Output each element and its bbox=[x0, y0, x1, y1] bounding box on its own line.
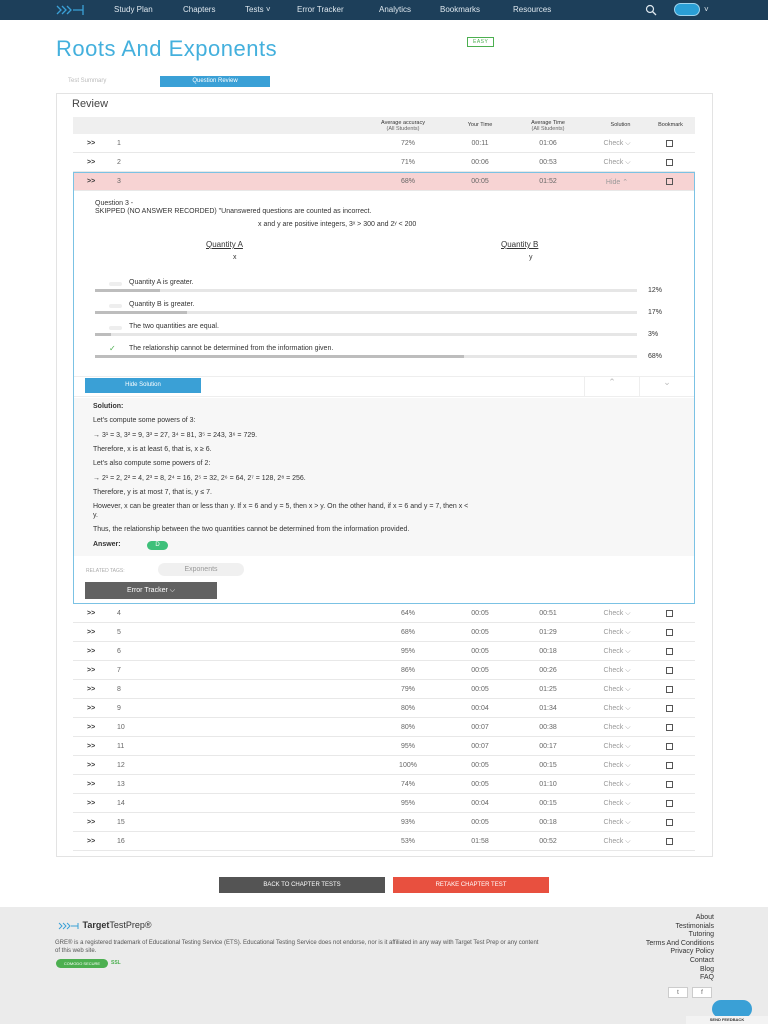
solution-toggle[interactable]: Check ⌵ bbox=[603, 743, 631, 750]
option-percent: 12% bbox=[648, 287, 663, 294]
solution-toggle[interactable]: Check ⌵ bbox=[603, 140, 631, 147]
bookmark-box bbox=[666, 610, 673, 617]
your-time: 00:05 bbox=[471, 648, 489, 655]
row-expand-icon[interactable]: >> bbox=[87, 762, 96, 769]
footer-link[interactable]: Terms And Conditions bbox=[645, 939, 714, 947]
table-row[interactable] bbox=[73, 623, 695, 642]
page-title: Roots And Exponents bbox=[56, 36, 278, 61]
bookmark-box bbox=[666, 140, 673, 147]
nav-study-plan[interactable]: Study Plan bbox=[114, 5, 153, 14]
question-number: 12 bbox=[117, 762, 125, 769]
your-time: 00:05 bbox=[471, 686, 489, 693]
option-bar-fill bbox=[95, 355, 464, 358]
back-to-chapter-tests-button[interactable]: BACK TO CHAPTER TESTS bbox=[219, 877, 385, 893]
footer-logo[interactable] bbox=[58, 920, 152, 930]
row-expand-icon[interactable]: >> bbox=[87, 686, 96, 693]
average-accuracy: 86% bbox=[400, 667, 415, 674]
th-average-time: Average Time (All Students) bbox=[531, 120, 565, 132]
th-bookmark: Bookmark bbox=[658, 122, 683, 128]
twitter-icon[interactable]: t bbox=[668, 987, 688, 998]
footer-logo-rest: TestPrep® bbox=[109, 920, 152, 930]
solution-toggle[interactable]: Check ⌵ bbox=[603, 762, 631, 769]
your-time: 00:05 bbox=[471, 762, 489, 769]
solution-toggle[interactable]: Check ⌵ bbox=[603, 724, 631, 731]
top-nav bbox=[0, 0, 768, 20]
option-percent: 68% bbox=[648, 353, 663, 360]
bookmark-icon[interactable] bbox=[662, 610, 676, 619]
solution-line: However, x can be greater than or less than y. If x = 6 and y = 5, then x > y. On the other hand, if x = 6 and y = 7, then x < bbox=[93, 503, 469, 510]
question-number: 16 bbox=[117, 838, 125, 845]
average-time: 00:15 bbox=[539, 800, 557, 807]
average-time: 01:52 bbox=[539, 178, 557, 185]
your-time: 00:11 bbox=[471, 140, 489, 147]
tag-exponents[interactable]: Exponents bbox=[158, 563, 244, 576]
solution-heading: Solution: bbox=[93, 403, 124, 410]
question-number: 15 bbox=[117, 819, 125, 826]
bookmark-box bbox=[666, 743, 673, 750]
option-percent: 3% bbox=[648, 331, 659, 338]
footer-logo-bold: Target bbox=[82, 920, 110, 930]
checkmark-icon: ✓ bbox=[109, 344, 116, 353]
your-time: 00:05 bbox=[471, 667, 489, 674]
average-accuracy: 53% bbox=[400, 838, 415, 845]
bookmark-box bbox=[666, 800, 673, 807]
table-row[interactable] bbox=[73, 642, 695, 661]
solution-toggle[interactable]: Check ⌵ bbox=[603, 629, 631, 636]
social-links bbox=[668, 987, 712, 998]
nav-error-tracker[interactable]: Error Tracker bbox=[297, 5, 344, 14]
quantity-b-value: y bbox=[529, 254, 533, 261]
bookmark-icon[interactable] bbox=[662, 648, 676, 657]
row-expand-icon[interactable]: >> bbox=[87, 178, 96, 185]
bookmark-icon[interactable] bbox=[662, 743, 676, 752]
your-time: 00:04 bbox=[471, 800, 489, 807]
average-time: 00:18 bbox=[539, 648, 557, 655]
average-time: 01:10 bbox=[539, 781, 557, 788]
row-expand-icon[interactable]: >> bbox=[87, 667, 96, 674]
option-bar-fill bbox=[95, 289, 160, 292]
search-icon[interactable] bbox=[645, 4, 657, 16]
difficulty-badge: EASY bbox=[467, 37, 494, 47]
average-time: 00:52 bbox=[539, 838, 557, 845]
average-time: 00:38 bbox=[539, 724, 557, 731]
average-accuracy: 93% bbox=[400, 819, 415, 826]
option-bar bbox=[95, 333, 637, 336]
question-number: 4 bbox=[117, 610, 121, 617]
average-accuracy: 71% bbox=[400, 159, 415, 166]
bookmark-box bbox=[666, 724, 673, 731]
bookmark-box bbox=[666, 705, 673, 712]
review-heading: Review bbox=[72, 98, 109, 110]
solution-toggle[interactable]: Check ⌵ bbox=[603, 686, 631, 693]
solution-line: Let's compute some powers of 3: bbox=[93, 417, 196, 424]
row-expand-icon[interactable]: >> bbox=[87, 800, 96, 807]
error-tracker-button[interactable]: Error Tracker ⌵ bbox=[85, 582, 217, 599]
footer-disclaimer: GRE® is a registered trademark of Educational Testing Service (ETS). Educational Testing Service does not endorse, nor is it affiliated in any way with Target Test Prep or any content of this web site. bbox=[55, 940, 539, 954]
question-number: 1 bbox=[117, 140, 121, 147]
table-row[interactable] bbox=[73, 661, 695, 680]
bookmark-icon[interactable] bbox=[662, 159, 676, 168]
your-time: 00:05 bbox=[471, 629, 489, 636]
average-accuracy: 95% bbox=[400, 800, 415, 807]
send-feedback-button[interactable]: SEND FEEDBACK bbox=[686, 1016, 768, 1024]
nav-tests[interactable]: Tests ˅ bbox=[245, 5, 271, 14]
table-row[interactable] bbox=[73, 813, 695, 832]
footer-link[interactable]: About bbox=[695, 914, 714, 921]
bookmark-icon[interactable] bbox=[662, 629, 676, 638]
row-expand-icon[interactable]: >> bbox=[87, 724, 96, 731]
tab-test-summary[interactable]: Test Summary bbox=[68, 78, 107, 84]
solution-toggle[interactable]: Check ⌵ bbox=[603, 610, 631, 617]
your-time: 00:07 bbox=[471, 743, 489, 750]
average-accuracy: 80% bbox=[400, 724, 415, 731]
bookmark-icon[interactable] bbox=[662, 140, 676, 149]
solution-line: Therefore, y is at most 7, that is, y ≤ 7. bbox=[93, 489, 212, 496]
table-row[interactable] bbox=[73, 775, 695, 794]
question-number: 3 bbox=[117, 178, 121, 185]
average-time: 00:26 bbox=[539, 667, 557, 674]
bookmark-box bbox=[666, 159, 673, 166]
table-row[interactable] bbox=[73, 718, 695, 737]
retake-chapter-test-button[interactable]: RETAKE CHAPTER TEST bbox=[393, 877, 549, 893]
question-statement: x and y are positive integers, 3ˣ > 300 and 2ʸ < 200 bbox=[258, 221, 417, 228]
related-tags-label: RELATED TAGS: bbox=[86, 568, 125, 574]
bookmark-icon[interactable] bbox=[662, 838, 676, 847]
footer-link[interactable]: Testimonials bbox=[675, 922, 714, 930]
solution-toggle[interactable]: Check ⌵ bbox=[603, 705, 631, 712]
option-label: Quantity A is greater. bbox=[129, 279, 194, 286]
question-number: 6 bbox=[117, 648, 121, 655]
table-row[interactable] bbox=[73, 756, 695, 775]
solution-toggle[interactable]: Check ⌵ bbox=[603, 667, 631, 674]
table-row[interactable] bbox=[73, 134, 695, 153]
ssl-label: SSL bbox=[111, 960, 121, 966]
bookmark-icon[interactable] bbox=[662, 686, 676, 695]
average-accuracy: 68% bbox=[400, 629, 415, 636]
chevron-up-icon[interactable]: ⌃ bbox=[584, 377, 639, 397]
quantity-a-label: Quantity A bbox=[206, 240, 243, 249]
your-time: 00:05 bbox=[471, 781, 489, 788]
your-time: 00:05 bbox=[471, 819, 489, 826]
th-accuracy: Average accuracy (All Students) bbox=[381, 120, 425, 132]
solution-line: y. bbox=[93, 512, 98, 519]
solution-line: → 3¹ = 3, 3² = 9, 3³ = 27, 3⁴ = 81, 3⁵ = 243, 3⁶ = 729. bbox=[93, 432, 258, 439]
footer-link[interactable]: Tutoring bbox=[688, 931, 714, 939]
row-expand-icon[interactable]: >> bbox=[87, 838, 96, 845]
footer-link[interactable]: Privacy Policy bbox=[670, 948, 714, 956]
row-expand-icon[interactable]: >> bbox=[87, 648, 96, 655]
footer-link[interactable]: FAQ bbox=[699, 974, 714, 982]
average-time: 00:15 bbox=[539, 762, 557, 769]
average-time: 00:18 bbox=[539, 819, 557, 826]
option-bar bbox=[95, 311, 637, 314]
solution-toggle[interactable]: Check ⌵ bbox=[603, 819, 631, 826]
chevron-down-icon[interactable]: ⌄ bbox=[639, 377, 694, 397]
avatar[interactable] bbox=[674, 3, 700, 16]
option-label: The two quantities are equal. bbox=[129, 323, 219, 330]
th-your-time: Your Time bbox=[467, 122, 493, 128]
average-accuracy: 64% bbox=[400, 610, 415, 617]
table-row[interactable] bbox=[73, 153, 695, 172]
bookmark-box bbox=[666, 819, 673, 826]
your-time: 00:06 bbox=[471, 159, 489, 166]
option-percent: 17% bbox=[648, 309, 663, 316]
your-time: 01:58 bbox=[471, 838, 489, 845]
row-expand-icon[interactable]: >> bbox=[87, 140, 96, 147]
bookmark-icon[interactable] bbox=[662, 819, 676, 828]
option-bar bbox=[95, 355, 637, 358]
answer-label: Answer: bbox=[93, 541, 121, 548]
average-accuracy: 72% bbox=[400, 140, 415, 147]
solution-toggle[interactable]: Check ⌵ bbox=[603, 159, 631, 166]
bookmark-icon[interactable] bbox=[662, 705, 676, 714]
radio-icon bbox=[109, 282, 122, 286]
row-expand-icon[interactable]: >> bbox=[87, 159, 96, 166]
your-time: 00:04 bbox=[471, 705, 489, 712]
hide-solution-button[interactable]: Hide Solution bbox=[85, 378, 201, 393]
quantity-b-label: Quantity B bbox=[501, 240, 539, 249]
question-number: 14 bbox=[117, 800, 125, 807]
row-expand-icon[interactable]: >> bbox=[87, 819, 96, 826]
nav-resources[interactable]: Resources bbox=[513, 5, 552, 14]
average-accuracy: 79% bbox=[400, 686, 415, 693]
solution-toggle[interactable]: Check ⌵ bbox=[603, 800, 631, 807]
nav-bookmarks[interactable]: Bookmarks bbox=[440, 5, 481, 14]
bookmark-icon[interactable] bbox=[662, 667, 676, 676]
bookmark-icon[interactable] bbox=[662, 724, 676, 733]
solution-toggle[interactable]: Hide ⌃ bbox=[605, 179, 629, 186]
solution-toggle[interactable]: Check ⌵ bbox=[603, 838, 631, 845]
average-time: 00:53 bbox=[539, 159, 557, 166]
your-time: 00:05 bbox=[471, 610, 489, 617]
option-bar-fill bbox=[95, 311, 187, 314]
nav-chapters[interactable]: Chapters bbox=[183, 5, 216, 14]
question-label: Question 3 - bbox=[95, 200, 134, 207]
solution-toggle[interactable]: Check ⌵ bbox=[603, 781, 631, 788]
bookmark-icon[interactable] bbox=[662, 762, 676, 771]
logo-icon[interactable] bbox=[56, 4, 86, 16]
footer-link[interactable]: Contact bbox=[689, 957, 714, 964]
table-row[interactable] bbox=[73, 737, 695, 756]
bookmark-icon[interactable] bbox=[662, 800, 676, 809]
bookmark-icon[interactable] bbox=[662, 781, 676, 790]
tab-question-review[interactable]: Question Review bbox=[160, 76, 270, 87]
table-row[interactable] bbox=[73, 699, 695, 718]
table-row[interactable] bbox=[73, 680, 695, 699]
th-solution: Solution bbox=[610, 122, 631, 128]
question-number: 13 bbox=[117, 781, 125, 788]
solution-line: Let's also compute some powers of 2: bbox=[93, 460, 211, 467]
quantity-a-value: x bbox=[233, 254, 237, 261]
average-time: 00:51 bbox=[539, 610, 557, 617]
logo-icon bbox=[58, 922, 80, 930]
bookmark-box bbox=[666, 838, 673, 845]
option-bar bbox=[95, 289, 637, 292]
table-row[interactable] bbox=[73, 794, 695, 813]
question-number: 5 bbox=[117, 629, 121, 636]
question-number: 9 bbox=[117, 705, 121, 712]
average-accuracy: 95% bbox=[400, 743, 415, 750]
row-expand-icon[interactable]: >> bbox=[87, 781, 96, 788]
solution-line: Therefore, x is at least 6, that is, x ≥ 6. bbox=[93, 446, 212, 453]
facebook-icon[interactable]: f bbox=[692, 987, 712, 998]
solution-line: → 2¹ = 2, 2² = 4, 2³ = 8, 2⁴ = 16, 2⁵ = 32, 2⁶ = 64, 2⁷ = 128, 2⁸ = 256. bbox=[93, 475, 306, 482]
radio-icon bbox=[109, 304, 122, 308]
solution-line: Thus, the relationship between the two quantities cannot be determined from the information provided. bbox=[93, 526, 410, 533]
question-number: 8 bbox=[117, 686, 121, 693]
average-accuracy: 80% bbox=[400, 705, 415, 712]
table-header bbox=[73, 117, 695, 134]
row-expand-icon[interactable]: >> bbox=[87, 743, 96, 750]
row-expand-icon[interactable]: >> bbox=[87, 610, 96, 617]
table-row[interactable] bbox=[73, 832, 695, 851]
average-accuracy: 95% bbox=[400, 648, 415, 655]
question-status: SKIPPED (NO ANSWER RECORDED) "Unanswered questions are counted as incorrect. bbox=[95, 208, 372, 215]
average-time: 01:25 bbox=[539, 686, 557, 693]
bookmark-box bbox=[666, 648, 673, 655]
radio-icon bbox=[109, 326, 122, 330]
average-accuracy: 68% bbox=[400, 178, 415, 185]
bookmark-box bbox=[666, 686, 673, 693]
solution-toggle[interactable]: Check ⌵ bbox=[603, 648, 631, 655]
chevron-down-icon[interactable]: ˅ bbox=[704, 5, 709, 14]
answer-badge: D bbox=[147, 541, 168, 550]
bookmark-box bbox=[666, 781, 673, 788]
table-row[interactable] bbox=[73, 604, 695, 623]
average-time: 00:17 bbox=[539, 743, 557, 750]
question-number: 7 bbox=[117, 667, 121, 674]
option-label: The relationship cannot be determined from the information given. bbox=[129, 345, 334, 352]
average-time: 01:34 bbox=[539, 705, 557, 712]
average-accuracy: 74% bbox=[400, 781, 415, 788]
nav-analytics[interactable]: Analytics bbox=[379, 5, 412, 14]
footer-link[interactable]: Blog bbox=[699, 965, 714, 973]
question-number: 11 bbox=[117, 743, 125, 750]
average-time: 01:29 bbox=[539, 629, 557, 636]
bookmark-box bbox=[666, 762, 673, 769]
bookmark-box bbox=[666, 667, 673, 674]
option-label: Quantity B is greater. bbox=[129, 301, 195, 308]
row-expand-icon[interactable]: >> bbox=[87, 629, 96, 636]
average-time: 01:06 bbox=[539, 140, 557, 147]
your-time: 00:05 bbox=[471, 178, 489, 185]
question-number: 2 bbox=[117, 159, 121, 166]
question-number: 10 bbox=[117, 724, 125, 731]
your-time: 00:07 bbox=[471, 724, 489, 731]
average-accuracy: 100% bbox=[399, 762, 417, 769]
row-expand-icon[interactable]: >> bbox=[87, 705, 96, 712]
bookmark-box bbox=[666, 629, 673, 636]
option-bar-fill bbox=[95, 333, 111, 336]
comodo-secure-badge: COMODO SECURE bbox=[56, 959, 108, 968]
